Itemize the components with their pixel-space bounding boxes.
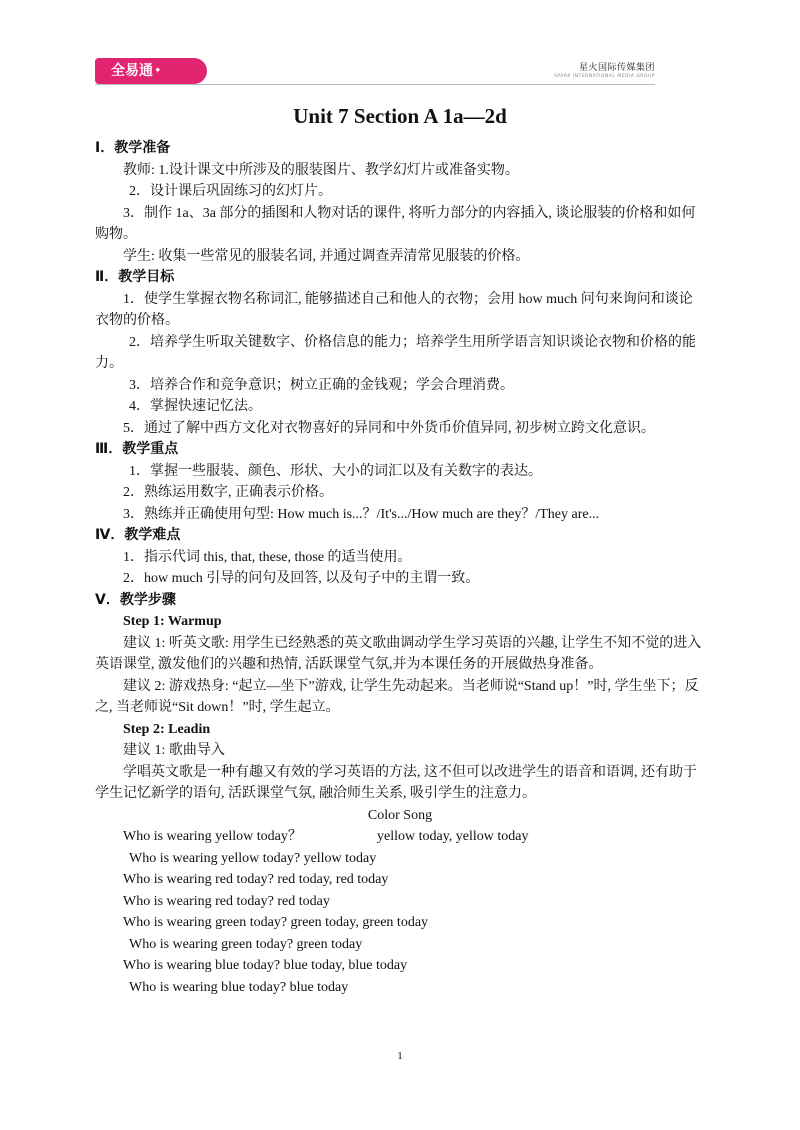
section-heading-key-points: Ⅲ．教学重点 (95, 441, 179, 457)
paragraph: 建议 1: 歌曲导入 (123, 743, 225, 758)
step-heading: Step 1: Warmup (123, 614, 222, 629)
section-heading-steps: Ⅴ．教学步骤 (95, 591, 176, 608)
paragraph: 建议 1: 听英文歌: 用学生已经熟悉的英文歌曲调动学生学习英语的兴趣, 让学生不知不觉的进入英语课堂, 激发他们的兴趣和热情, 活跃课堂气氛,并为本课任务的开展做热身准备。 (95, 635, 702, 672)
paragraph: 2．设计课后巩固练习的幻灯片。 (129, 184, 332, 199)
paragraph: 学唱英文歌是一种有趣又有效的学习英语的方法, 这不但可以改进学生的语音和语调, 还有助于学生记忆新学的语句, 活跃课堂气氛, 融洽师生关系, 吸引学生的注意力。 (95, 764, 697, 801)
document-title: Unit 7 Section A 1a—2d (293, 104, 507, 128)
paragraph: 1．使学生掌握衣物名称词汇, 能够描述自己和他人的衣物；会用 how much 问句来询问和谈论衣物的价格。 (95, 291, 693, 328)
header-divider (95, 84, 655, 85)
paragraph: 2．how much 引导的问句及回答, 以及句子中的主谓一致。 (123, 571, 480, 586)
paragraph: 5．通过了解中西方文化对衣物喜好的异同和中外货币价值异同, 初步树立跨文化意识。 (123, 420, 655, 436)
paragraph: 2．熟练运用数字, 正确表示价格。 (123, 485, 333, 500)
song-line: Who is wearing blue today? blue today, blue today (123, 958, 408, 973)
song-title: Color Song (367, 807, 433, 823)
paragraph: 教师: 1.设计课文中所涉及的服装图片、教学幻灯片或准备实物。 (123, 162, 519, 178)
paragraph: 4．掌握快速记忆法。 (129, 399, 262, 414)
paragraph: 学生: 收集一些常见的服装名词, 并通过调查弄清常见服装的价格。 (123, 248, 530, 264)
song-line: Who is wearing yellow today? yellow today (129, 850, 377, 866)
section-heading-objectives: Ⅱ．教学目标 (95, 269, 175, 285)
paragraph: 2．培养学生听取关键数字、价格信息的能力；培养学生用所学语言知识谈论衣物和价格的能力。 (95, 334, 696, 371)
song-line: Who is wearing yellow today？ yellow today, yellow today (123, 829, 529, 844)
document-body (95, 138, 705, 998)
page-header (95, 58, 655, 86)
brand-block (554, 60, 655, 79)
paragraph: 1．指示代词 this, that, these, those 的适当使用。 (123, 549, 412, 565)
paragraph: 3．制作 1a、3a 部分的插图和人物对话的课件, 将听力部分的内容插入, 谈论服装的价格和如何购物。 (95, 205, 696, 242)
song-line: Who is wearing red today? red today, red today (123, 872, 389, 887)
paragraph: 建议 2: 游戏热身: “起立—坐下”游戏, 让学生先动起来。当老师说“Stand up！”时, 学生坐下；反之, 当老师说“Sit down！”时, 学生起立。 (95, 678, 699, 715)
song-line: Who is wearing green today? green today (129, 936, 363, 952)
section-heading-preparation: Ⅰ．教学准备 (95, 140, 171, 156)
brand-name-cn: 星火国际传媒集团 (578, 63, 655, 73)
paragraph: 3．培养合作和竞争意识；树立正确的金钱观；学会合理消费。 (129, 377, 514, 393)
step-heading: Step 2: Leadin (123, 721, 211, 737)
brand-name-en: SPARK INTERNATIONAL MEDIA GROUP (553, 74, 655, 79)
paragraph: 3．熟练并正确使用句型: How much is...？/It's.../How much are they？/They are... (123, 506, 600, 522)
song-line: Who is wearing red today? red today (123, 893, 330, 909)
page-number: 1 (397, 1050, 403, 1062)
paragraph: 1．掌握一些服装、颜色、形状、大小的词汇以及有关数字的表达。 (129, 463, 542, 479)
section-heading-difficulties: Ⅳ．教学难点 (95, 527, 181, 543)
song-line: Who is wearing green today? green today, green today (123, 915, 429, 930)
song-line: Who is wearing blue today? blue today (129, 979, 349, 995)
publisher-logo: 全易通✦ (95, 58, 207, 84)
